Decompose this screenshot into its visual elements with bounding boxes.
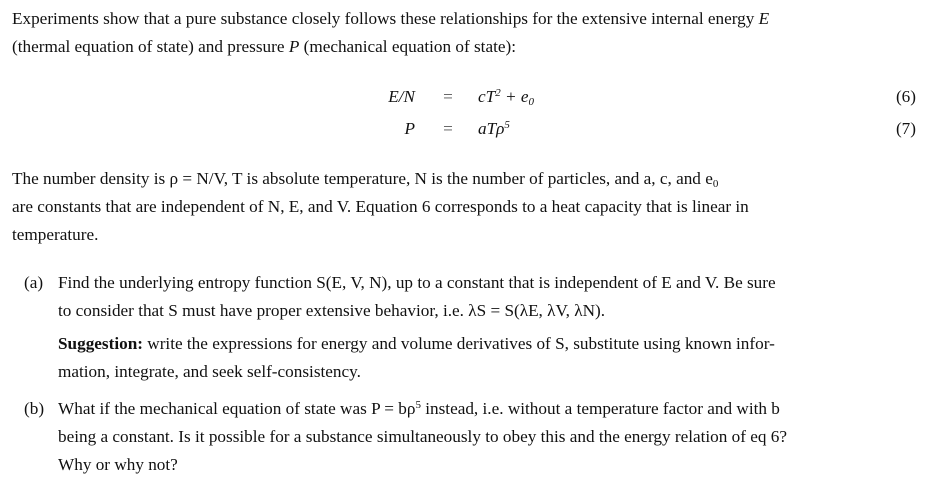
equation-7-rhs	[478, 118, 510, 140]
part-b-text-3: Why or why not?	[58, 455, 178, 474]
suggestion-label: Suggestion:	[58, 334, 143, 353]
definitions-text-2: are constants that are independent of N, E, and V. Equation 6 corresponds to a heat capacity that is linear in	[12, 197, 749, 216]
definitions-text-3: temperature.	[12, 225, 99, 244]
part-b-sup-5: 5	[415, 399, 421, 411]
equation-6-rhs	[478, 86, 534, 108]
part-b-label: (b)	[24, 399, 45, 418]
equation-6-rhs-sub: 0	[528, 96, 535, 108]
part-a-line-2	[58, 300, 605, 322]
definitions-text-1: The number density is ρ = N/V, T is absolute temperature, N is the number of particles, and a, c, and e	[12, 169, 713, 188]
definitions-sub-e0: 0	[712, 178, 719, 190]
equation-6-number: (6)	[895, 87, 916, 106]
equation-7-equals: =	[443, 119, 453, 138]
intro-line-2	[12, 36, 516, 58]
suggestion-text-1: write the expressions for energy and volume derivatives of S, substitute using known infor-	[143, 334, 775, 353]
part-b-line-1	[58, 398, 780, 420]
equation-7-rhs-base: aTρ	[478, 119, 505, 138]
suggestion-text-2: mation, integrate, and seek self-consistency.	[58, 362, 361, 381]
part-a-suggestion-line-2	[58, 361, 361, 383]
equation-6-equals: =	[443, 87, 453, 106]
intro-var-e: E	[758, 9, 770, 28]
part-a-text-2: to consider that S must have proper extensive behavior, i.e. λS = S(λE, λV, λN).	[58, 301, 606, 320]
part-b-line-3	[58, 454, 178, 476]
intro-text-2b: (mechanical equation of state):	[299, 37, 516, 56]
intro-line-1	[12, 8, 769, 30]
equation-7-rhs-sup: 5	[504, 119, 510, 131]
part-b-text-1b: instead, i.e. without a temperature factor and with b	[420, 399, 780, 418]
equation-6-rhs-sup: 2	[495, 87, 501, 99]
part-a-label: (a)	[24, 273, 44, 292]
equation-7-lhs: P	[404, 119, 415, 138]
intro-text-2a: (thermal equation of state) and pressure	[12, 37, 289, 56]
equation-6-rhs-mid: + e	[500, 87, 529, 106]
definitions-line-3	[12, 224, 98, 246]
intro-var-p: P	[288, 37, 300, 56]
part-b-text-1a: What if the mechanical equation of state was P = bρ	[58, 399, 416, 418]
part-a-suggestion-line-1	[58, 333, 775, 355]
part-a-text-1: Find the underlying entropy function S(E, V, N), up to a constant that is independent of E and V. Be sure	[58, 273, 776, 292]
equation-7-number: (7)	[895, 119, 916, 138]
definitions-line-1	[12, 168, 718, 190]
equation-6-lhs: E/N	[388, 87, 415, 106]
intro-text-1: Experiments show that a pure substance closely follows these relationships for the extensive internal energy	[12, 9, 759, 28]
part-b-line-2	[58, 426, 787, 448]
part-a-line-1	[58, 272, 776, 294]
definitions-line-2	[12, 196, 749, 218]
equation-6-rhs-base: cT	[478, 87, 496, 106]
part-b-text-2: being a constant. Is it possible for a substance simultaneously to obey this and the energy relation of eq 6?	[58, 427, 788, 446]
